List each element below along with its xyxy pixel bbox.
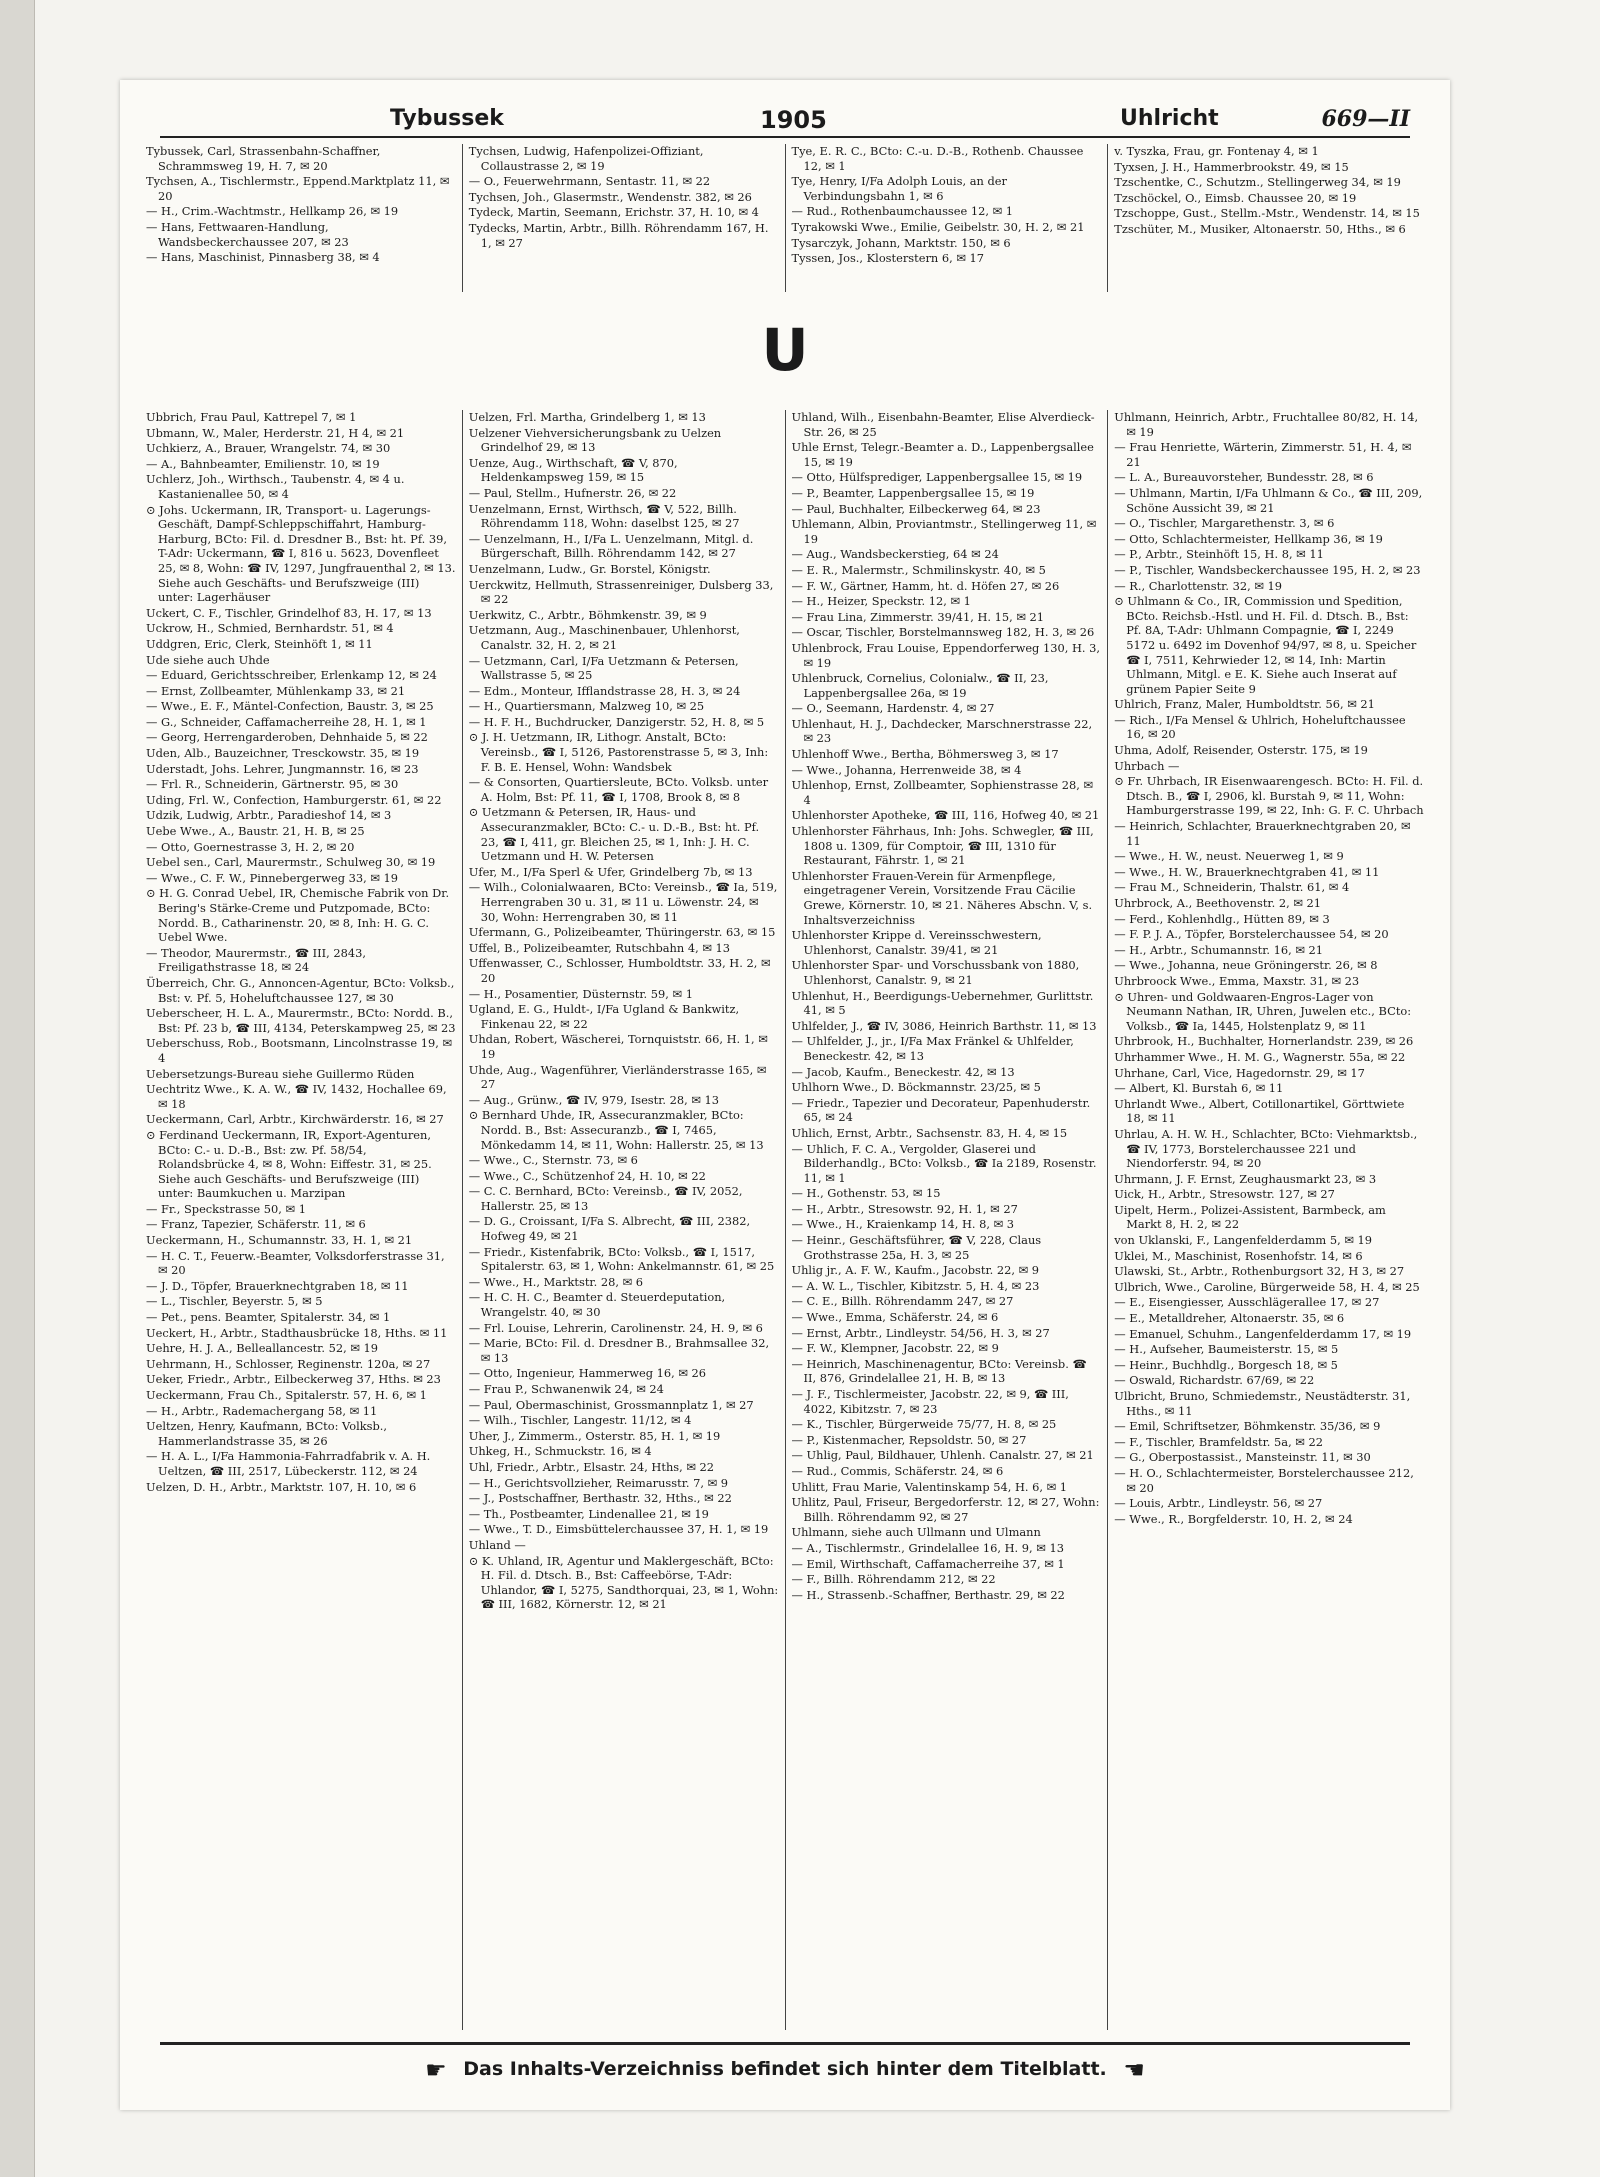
directory-entry: — C. C. Bernhard, BCto: Vereinsb., ☎ IV, 2052, Hallerstr. 25, ✉ 13 [468, 1184, 743, 1213]
directory-entry: — Ferd., Kohlenhdlg., Hütten 89, ✉ 3 [1114, 911, 1330, 926]
directory-entry: — L. A., Bureauvorsteher, Bundesstr. 28, ✉ 6 [1114, 470, 1374, 485]
directory-column [463, 144, 786, 292]
directory-entry: Uhlenbrock, Frau Louise, Eppendorferweg 130, H. 3, ✉ 19 [791, 640, 1100, 670]
directory-entry: — Otto, Hülfsprediger, Lappenbergsallee 15, ✉ 19 [791, 470, 1083, 485]
directory-entry: — Uetzmann, Carl, I/Fa Uetzmann & Petersen, Wallstrasse 5, ✉ 25 [468, 653, 739, 683]
running-head [160, 102, 1410, 138]
directory-entry: — Edm., Monteur, Ifflandstrasse 28, H. 3, ✉ 24 [468, 683, 741, 698]
directory-entry: Uden, Alb., Bauzeichner, Tresckowstr. 35, ✉ 19 [146, 746, 420, 761]
directory-entry: — Wwe., Johanna, Herrenweide 38, ✉ 4 [791, 762, 1022, 777]
directory-entry: — Aug., Grünw., ☎ IV, 979, Isestr. 28, ✉ 13 [468, 1092, 720, 1107]
directory-entry: Ubmann, W., Maler, Herderstr. 21, H 4, ✉ 21 [146, 425, 405, 440]
directory-entry: — Oswald, Richardstr. 67/69, ✉ 22 [1114, 1373, 1315, 1388]
directory-entry: — Wwe., E. F., Mäntel-Confection, Baustr. 3, ✉ 25 [146, 699, 434, 714]
directory-entry: — A., Tischlermstr., Grindelallee 16, H. 9, ✉ 13 [791, 1540, 1064, 1555]
directory-entry: Ufermann, G., Polizeibeamter, Thüringerstr. 63, ✉ 15 [468, 925, 776, 940]
directory-entry: ⊙ H. G. Conrad Uebel, IR, Chemische Fabrik von Dr. Bering's Stärke-Creme und Putzpomade, BCto: Nordd. B., Catharinenstr. 20, ✉ 8, Inh: H. G. C. Uebel Wwe. [146, 886, 450, 945]
directory-entry: — & Consorten, Quartiersleute, BCto. Volksb. unter A. Holm, Bst: Pf. 11, ☎ I, 1708, Brook 8, ✉ 8 [468, 775, 769, 804]
directory-column [1108, 144, 1430, 292]
directory-entry: Tzschoppe, Gust., Stellm.-Mstr., Wendenstr. 14, ✉ 15 [1114, 206, 1420, 221]
directory-entry: Uhlmann, siehe auch Ullmann und Ulmann [791, 1525, 1041, 1540]
directory-entry: — Wilh., Colonialwaaren, BCto: Vereinsb., ☎ Ia, 519, Herrengraben 30 u. 31, ✉ 11 u. Löwenstr. 24, ✉ 30, Wohn: Herrengraben 30, ✉ 11 [468, 880, 778, 924]
directory-entry: — Franz, Tapezier, Schäferstr. 11, ✉ 6 [146, 1217, 366, 1232]
directory-column [786, 144, 1109, 292]
directory-entry: — Uhlig, Paul, Bildhauer, Uhlenh. Canalstr. 27, ✉ 21 [791, 1448, 1094, 1463]
directory-entry: Tyssen, Jos., Klosterstern 6, ✉ 17 [791, 251, 985, 266]
directory-entry: — Wwe., H. W., Brauerknechtgraben 41, ✉ 11 [1114, 864, 1380, 879]
directory-entry: Ulbricht, Bruno, Schmiedemstr., Neustädterstr. 31, Hths., ✉ 11 [1114, 1389, 1411, 1418]
directory-entry: Ulawski, St., Arbtr., Rothenburgsort 32, H 3, ✉ 27 [1114, 1264, 1405, 1279]
directory-entry: Uhrlandt Wwe., Albert, Cotillonartikel, Görttwiete 18, ✉ 11 [1114, 1096, 1405, 1126]
directory-entry: — Wwe., T. D., Eimsbüttelerchaussee 37, H. 1, ✉ 19 [468, 1522, 769, 1537]
directory-entry: — E., Eisengiesser, Ausschlägerallee 17, ✉ 27 [1114, 1295, 1380, 1310]
directory-entry: Uebe Wwe., A., Baustr. 21, H. B, ✉ 25 [146, 824, 365, 839]
directory-entry: — Emil, Wirthschaft, Caffamacherreihe 37, ✉ 1 [791, 1556, 1065, 1571]
directory-entry: Uchkierz, A., Brauer, Wrangelstr. 74, ✉ 30 [146, 441, 391, 456]
pointing-hand-left-icon: ☚ [1123, 2056, 1145, 2084]
directory-entry: Ueltzen, Henry, Kaufmann, BCto: Volksb., Hammerlandstrasse 35, ✉ 26 [146, 1419, 388, 1448]
directory-entry: Tychsen, Ludwig, Hafenpolizei-Offiziant, Collaustrasse 2, ✉ 19 [468, 144, 704, 173]
directory-entry: von Uklanski, F., Langenfelderdamm 5, ✉ 19 [1114, 1233, 1372, 1248]
directory-entry: Tychsen, A., Tischlermstr., Eppend.Marktplatz 11, ✉ 20 [146, 174, 450, 203]
pointing-hand-right-icon: ☛ [425, 2056, 447, 2084]
directory-entry: Uddgren, Eric, Clerk, Steinhöft 1, ✉ 11 [146, 636, 373, 651]
directory-entry: Uhlenhut, H., Beerdigungs-Uebernehmer, Gurlittstr. 41, ✉ 5 [791, 988, 1094, 1018]
directory-entry: — Emanuel, Schuhm., Langenfelderdamm 17, ✉ 19 [1114, 1326, 1412, 1341]
directory-entry: Uebel sen., Carl, Maurermstr., Schulweg 30, ✉ 19 [146, 855, 436, 870]
directory-entry: — D. G., Croissant, I/Fa S. Albrecht, ☎ III, 2382, Hofweg 49, ✉ 21 [468, 1214, 751, 1244]
directory-entry: — Aug., Wandsbeckerstieg, 64 ✉ 24 [791, 547, 999, 562]
directory-entry: Uffenwasser, C., Schlosser, Humboldtstr. 33, H. 2, ✉ 20 [468, 956, 771, 985]
directory-entry: Uhrhammer Wwe., H. M. G., Wagnerstr. 55a, ✉ 22 [1114, 1049, 1406, 1064]
directory-entry: — F., Billh. Röhrendamm 212, ✉ 22 [791, 1572, 996, 1587]
directory-entry: Tychsen, Joh., Glasermstr., Wendenstr. 382, ✉ 26 [468, 189, 752, 204]
directory-entry: — H., Crim.-Wachtmstr., Hellkamp 26, ✉ 19 [146, 204, 399, 219]
directory-entry: — Heinrich, Maschinenagentur, BCto: Vereinsb. ☎ II, 876, Grindelallee 21, H. B, ✉ 13 [791, 1356, 1087, 1386]
directory-entry: Uelzen, D. H., Arbtr., Marktstr. 107, H. 10, ✉ 6 [146, 1479, 417, 1494]
directory-entry: Uenze, Aug., Wirthschaft, ☎ V, 870, Heldenkampsweg 159, ✉ 15 [468, 455, 678, 485]
directory-entry: — Frau Henriette, Wärterin, Zimmerstr. 51, H. 4, ✉ 21 [1114, 440, 1412, 469]
directory-entry: — H. F. H., Buchdrucker, Danzigerstr. 52, H. 8, ✉ 5 [468, 714, 765, 729]
main-columns [140, 410, 1430, 2030]
directory-entry: — Uhlmann, Martin, I/Fa Uhlmann & Co., ☎ III, 209, Schöne Aussicht 39, ✉ 21 [1114, 485, 1423, 515]
directory-entry: Tydecks, Martin, Arbtr., Billh. Röhrendamm 167, H. 1, ✉ 27 [468, 220, 769, 250]
directory-entry: Uding, Frl. W., Confection, Hamburgerstr. 61, ✉ 22 [146, 792, 442, 807]
directory-entry: Uerkwitz, C., Arbtr., Böhmkenstr. 39, ✉ 9 [468, 607, 707, 622]
directory-entry: Uehrmann, H., Schlosser, Reginenstr. 120a, ✉ 27 [146, 1356, 431, 1371]
directory-entry: Ueberscheer, H. L. A., Maurermstr., BCto: Nordd. B., Bst: Pf. 23 b, ☎ III, 4134, Peterskampweg 25, ✉ 23 [146, 1006, 456, 1035]
directory-entry: Uhrbroock Wwe., Emma, Maxstr. 31, ✉ 23 [1114, 973, 1360, 988]
directory-entry: ⊙ Uhren- und Goldwaaren-Engros-Lager von Neumann Nathan, IR, Uhren, Juwelen etc., BCto: Volksb., ☎ Ia, 1445, Holstenplatz 9, ✉ 11 [1114, 989, 1412, 1033]
running-head-first-entry: Tybussek [390, 106, 504, 131]
directory-entry: Uhlenbruck, Cornelius, Colonialw., ☎ II, 23, Lappenbergsallee 26a, ✉ 19 [791, 671, 1049, 700]
directory-entry: Ulbrich, Wwe., Caroline, Bürgerweide 58, H. 4, ✉ 25 [1114, 1279, 1420, 1294]
directory-entry: Uhma, Adolf, Reisender, Osterstr. 175, ✉ 19 [1114, 743, 1368, 758]
directory-entry: Ueckermann, H., Schumannstr. 33, H. 1, ✉ 21 [146, 1233, 413, 1248]
directory-entry: — Wwe., C., Sternstr. 73, ✉ 6 [468, 1153, 638, 1168]
directory-entry: — Frau M., Schneiderin, Thalstr. 61, ✉ 4 [1114, 880, 1350, 895]
directory-entry: — Uenzelmann, H., I/Fa L. Uenzelmann, Mitgl. d. Bürgerschaft, Billh. Röhrendamm 142, ✉ 27 [468, 531, 754, 561]
directory-entry: Ufer, M., I/Fa Sperl & Ufer, Grindelberg 7b, ✉ 13 [468, 864, 753, 879]
directory-entry: — F. W., Gärtner, Hamm, ht. d. Höfen 27, ✉ 26 [791, 578, 1060, 593]
directory-column [463, 410, 786, 2030]
directory-entry: — E., Metalldreher, Altonaerstr. 35, ✉ 6 [1114, 1311, 1345, 1326]
directory-entry: — Rich., I/Fa Mensel & Uhlrich, Hoheluftchaussee 16, ✉ 20 [1114, 712, 1406, 742]
directory-column [1108, 410, 1430, 2030]
directory-entry: — O., Tischler, Margarethenstr. 3, ✉ 6 [1114, 516, 1335, 531]
directory-entry: Uhlhorn Wwe., D. Böckmannstr. 23/25, ✉ 5 [791, 1080, 1041, 1095]
directory-entry: Uklei, M., Maschinist, Rosenhofstr. 14, ✉ 6 [1114, 1248, 1363, 1263]
directory-entry: — H., Arbtr., Stresowstr. 92, H. 1, ✉ 27 [791, 1201, 1018, 1216]
footer-note-text: Das Inhalts-Verzeichniss befindet sich hinter dem Titelblatt. [463, 2058, 1107, 2080]
directory-entry: — Hans, Fettwaaren-Handlung, Wandsbeckerchaussee 207, ✉ 23 [146, 219, 349, 249]
directory-entry: — Ernst, Arbtr., Lindleystr. 54/56, H. 3, ✉ 27 [791, 1325, 1050, 1340]
directory-entry: — F. P. J. A., Töpfer, Borstelerchaussee 54, ✉ 20 [1114, 927, 1389, 942]
directory-entry: — Ernst, Zollbeamter, Mühlenkamp 33, ✉ 21 [146, 683, 406, 698]
directory-entry: Ude siehe auch Uhde [146, 652, 270, 667]
directory-entry: Uelzen, Frl. Martha, Grindelberg 1, ✉ 13 [468, 410, 706, 424]
directory-page [120, 80, 1450, 2110]
page-number: 669—II [1321, 106, 1410, 132]
directory-entry: — Frau Lina, Zimmerstr. 39/41, H. 15, ✉ 21 [791, 609, 1045, 624]
directory-entry: ⊙ Fr. Uhrbach, IR Eisenwaarengesch. BCto: H. Fil. d. Dtsch. B., ☎ I, 2906, kl. Burstah 9, ✉ 11, Wohn: Hamburgerstrasse 199, ✉ 22, Inh: G. F. C. Uhrbach [1114, 774, 1424, 818]
directory-entry: — E. R., Malermstr., Schmilinskystr. 40, ✉ 5 [791, 562, 1046, 577]
directory-entry: — H., Gerichtsvollzieher, Reimarusstr. 7, ✉ 9 [468, 1475, 729, 1490]
directory-entry: — Wwe., H. W., neust. Neuerweg 1, ✉ 9 [1114, 849, 1344, 864]
directory-entry: Tyxsen, J. H., Hammerbrookstr. 49, ✉ 15 [1114, 159, 1349, 174]
directory-entry: Uhlmann, Heinrich, Arbtr., Fruchtallee 80/82, H. 14, ✉ 19 [1114, 410, 1419, 439]
directory-entry: — H. O., Schlachtermeister, Borstelerchaussee 212, ✉ 20 [1114, 1465, 1414, 1495]
directory-entry: Tzschöckel, O., Eimsb. Chaussee 20, ✉ 19 [1114, 190, 1357, 205]
directory-entry: ⊙ Uetzmann & Petersen, IR, Haus- und Assecuranzmakler, BCto: C.- u. D.-B., Bst: ht. Pf. 23, ☎ I, 411, gr. Bleichen 25, ✉ 1, Inh: J. H. C. Uetzmann und H. W. Petersen [468, 805, 760, 864]
directory-entry: — P., Beamter, Lappenbergsallee 15, ✉ 19 [791, 485, 1035, 500]
directory-entry: — Paul, Stellm., Hufnerstr. 26, ✉ 22 [468, 485, 677, 500]
directory-entry: — H., Arbtr., Rademachergang 58, ✉ 11 [146, 1403, 378, 1418]
directory-entry: — H., Quartiersmann, Malzweg 10, ✉ 25 [468, 699, 705, 714]
directory-entry: Ubbrich, Frau Paul, Kattrepel 7, ✉ 1 [146, 410, 357, 424]
directory-entry: Uhl, Friedr., Arbtr., Elsastr. 24, Hths, ✉ 22 [468, 1459, 715, 1474]
directory-entry: — Wwe., Johanna, neue Gröningerstr. 26, ✉ 8 [1114, 958, 1378, 973]
directory-entry: — Hans, Maschinist, Pinnasberg 38, ✉ 4 [146, 250, 380, 265]
directory-entry: Uerckwitz, Hellmuth, Strassenreiniger, Dulsberg 33, ✉ 22 [468, 577, 774, 607]
directory-entry: Uckert, C. F., Tischler, Grindelhof 83, H. 17, ✉ 13 [146, 605, 432, 620]
directory-entry: Uechtritz Wwe., K. A. W., ☎ IV, 1432, Hochallee 69, ✉ 18 [146, 1082, 447, 1111]
directory-entry: Ueckermann, Carl, Arbtr., Kirchwärderstr. 16, ✉ 27 [146, 1112, 444, 1127]
directory-entry: — Paul, Buchhalter, Eilbeckerweg 64, ✉ 23 [791, 501, 1041, 516]
directory-entry: — P., Kistenmacher, Repsoldstr. 50, ✉ 27 [791, 1432, 1027, 1447]
directory-entry: — J. D., Töpfer, Brauerknechtgraben 18, ✉ 11 [146, 1278, 409, 1293]
directory-entry: — L., Tischler, Beyerstr. 5, ✉ 5 [146, 1294, 323, 1309]
directory-entry: — Jacob, Kaufm., Beneckestr. 42, ✉ 13 [791, 1064, 1015, 1079]
directory-entry: — Rud., Rothenbaumchaussee 12, ✉ 1 [791, 204, 1014, 219]
directory-entry: Uhde, Aug., Wagenführer, Vierländerstrasse 165, ✉ 27 [468, 1062, 767, 1092]
directory-entry: — J., Postschaffner, Berthastr. 32, Hths., ✉ 22 [468, 1491, 732, 1506]
directory-entry: Uetzmann, Aug., Maschinenbauer, Uhlenhorst, Canalstr. 32, H. 2, ✉ 21 [468, 623, 740, 652]
directory-entry: — Uhlfelder, J., jr., I/Fa Max Fränkel & Uhlfelder, Beneckestr. 42, ✉ 13 [791, 1034, 1074, 1063]
directory-entry: — A. W. L., Tischler, Kibitzstr. 5, H. 4, ✉ 23 [791, 1278, 1040, 1293]
running-head-last-entry: Uhlricht [1120, 106, 1219, 131]
directory-entry: Uhlitt, Frau Marie, Valentinskamp 54, H. 6, ✉ 1 [791, 1479, 1068, 1494]
directory-entry: Uhrlau, A. H. W. H., Schlachter, BCto: Viehmarktsb., ☎ IV, 1773, Borstelerchaussee 221 und Niendorferstr. 94, ✉ 20 [1114, 1126, 1418, 1171]
directory-entry: Udzik, Ludwig, Arbtr., Paradieshof 14, ✉ 3 [146, 808, 392, 823]
directory-entry: Uhle Ernst, Telegr.-Beamter a. D., Lappenbergsallee 15, ✉ 19 [791, 440, 1094, 469]
directory-entry: — Oscar, Tischler, Borstelmannsweg 182, H. 3, ✉ 26 [791, 625, 1095, 640]
directory-entry: — Frau P., Schwanenwik 24, ✉ 24 [468, 1382, 664, 1396]
directory-entry: Tzschentke, C., Schutzm., Stellingerweg 34, ✉ 19 [1114, 175, 1401, 190]
directory-entry: Überreich, Chr. G., Annoncen-Agentur, BCto: Volksb., Bst: v. Pf. 5, Hoheluftchaussee 127, ✉ 30 [146, 975, 455, 1005]
directory-entry: Uick, H., Arbtr., Stresowstr. 127, ✉ 27 [1114, 1187, 1335, 1202]
footer-note [120, 2056, 1450, 2084]
directory-entry: — Wwe., H., Kraienkamp 14, H. 8, ✉ 3 [791, 1217, 1015, 1232]
directory-entry: Uhlenhorster Fährhaus, Inh: Johs. Schwegler, ☎ III, 1808 u. 1309, für Comptoir, ☎ III, 1310 für Restaurant, Fährstr. 1, ✉ 21 [791, 824, 1094, 868]
directory-entry: — Uhlich, F. C. A., Vergolder, Glaserei und Bilderhandlg., BCto: Volksb., ☎ Ia 2189, Rosenstr. 11, ✉ 1 [791, 1141, 1097, 1185]
directory-entry: — C. E., Billh. Röhrendamm 247, ✉ 27 [791, 1294, 1014, 1309]
directory-entry: — H., Arbtr., Schumannstr. 16, ✉ 21 [1114, 942, 1324, 957]
directory-entry: — Friedr., Kistenfabrik, BCto: Volksb., ☎ I, 1517, Spitalerstr. 63, ✉ 1, Wohn: Ankelmannstr. 61, ✉ 25 [468, 1244, 775, 1274]
directory-entry: ⊙ K. Uhland, IR, Agentur und Maklergeschäft, BCto: H. Fil. d. Dtsch. B., Bst: Caffeebörse, T-Adr: Uhlandor, ☎ I, 5275, Sandthorquai, 23, ✉ 1, Wohn: ☎ III, 1682, Körnerstr. 12, ✉ 21 [468, 1553, 779, 1612]
directory-entry: — Rud., Commis, Schäferstr. 24, ✉ 6 [791, 1463, 1004, 1478]
directory-entry: — H., Strassenb.-Schaffner, Berthastr. 29, ✉ 22 [791, 1587, 1065, 1602]
directory-entry: Tye, Henry, I/Fa Adolph Louis, an der Verbindungsbahn 1, ✉ 6 [791, 174, 1007, 203]
directory-entry: — J. F., Tischlermeister, Jacobstr. 22, ✉ 9, ☎ III, 4022, Kibitzstr. 7, ✉ 23 [791, 1387, 1069, 1416]
directory-entry: — Friedr., Tapezier und Decorateur, Papenhuderstr. 65, ✉ 24 [791, 1095, 1091, 1125]
directory-entry: Uderstadt, Johs. Lehrer, Jungmannstr. 16, ✉ 23 [146, 761, 419, 776]
directory-entry: Uhlenhorster Spar- und Vorschussbank von 1880, Uhlenhorst, Canalstr. 9, ✉ 21 [791, 958, 1080, 987]
directory-entry: Uenzelmann, Ernst, Wirthsch, ☎ V, 522, Billh. Röhrendamm 118, Wohn: daselbst 125, ✉ 27 [468, 501, 740, 531]
directory-entry: Uhlrich, Franz, Maler, Humboldtstr. 56, ✉ 21 [1114, 697, 1375, 712]
directory-entry: — P., Arbtr., Steinhöft 15, H. 8, ✉ 11 [1114, 547, 1324, 562]
directory-entry: — Marie, BCto: Fil. d. Dresdner B., Brahmsallee 32, ✉ 13 [468, 1336, 770, 1365]
running-head-year: 1905 [760, 106, 827, 134]
directory-entry: Uhlenhorster Apotheke, ☎ III, 116, Hofweg 40, ✉ 21 [791, 808, 1100, 823]
directory-entry: — Emil, Schriftsetzer, Böhmkenstr. 35/36, ✉ 9 [1114, 1419, 1381, 1434]
directory-entry: Uhrbrock, A., Beethovenstr. 2, ✉ 21 [1114, 896, 1321, 910]
directory-column [140, 144, 463, 292]
directory-entry: — H., Gothenstr. 53, ✉ 15 [791, 1186, 941, 1201]
directory-entry: — Louis, Arbtr., Lindleystr. 56, ✉ 27 [1114, 1496, 1323, 1511]
section-letter: U [761, 316, 809, 384]
directory-entry: ⊙ Bernhard Uhde, IR, Assecuranzmakler, BCto: Nordd. B., Bst: Assecuranzb., ☎ I, 7465, Mönkedamm 14, ✉ 11, Wohn: Hallerstr. 25, ✉ 13 [468, 1108, 764, 1152]
directory-entry: Uhrbrook, H., Buchhalter, Hornerlandstr. 239, ✉ 26 [1114, 1034, 1414, 1049]
directory-entry: — H., Heizer, Speckstr. 12, ✉ 1 [791, 594, 971, 609]
directory-entry: Uhrbach — [1114, 758, 1180, 773]
directory-entry: Uebersetzungs-Bureau siehe Guillermo Rüden [146, 1066, 415, 1081]
top-columns [140, 144, 1430, 292]
directory-entry: — Th., Postbeamter, Lindenallee 21, ✉ 19 [468, 1506, 709, 1521]
directory-entry: — Frl. R., Schneiderin, Gärtnerstr. 95, ✉ 30 [146, 777, 399, 792]
directory-entry: Uhlenhaut, H. J., Dachdecker, Marschnerstrasse 22, ✉ 23 [791, 716, 1093, 746]
directory-entry: Uhrmann, J. F. Ernst, Zeughausmarkt 23, ✉ 3 [1114, 1171, 1377, 1186]
directory-entry: Uipelt, Herm., Polizei-Assistent, Barmbeck, am Markt 8, H. 2, ✉ 22 [1114, 1202, 1386, 1232]
directory-entry: — Wwe., C., Schützenhof 24, H. 10, ✉ 22 [468, 1168, 706, 1183]
directory-entry: — Albert, Kl. Burstah 6, ✉ 11 [1114, 1081, 1284, 1096]
directory-entry: — Wwe., H., Marktstr. 28, ✉ 6 [468, 1274, 644, 1289]
directory-entry: Uhlfelder, J., ☎ IV, 3086, Heinrich Barthstr. 11, ✉ 13 [791, 1018, 1097, 1033]
directory-entry: — R., Charlottenstr. 32, ✉ 19 [1114, 578, 1282, 593]
directory-entry: — G., Oberpostassist., Mansteinstr. 11, ✉ 30 [1114, 1450, 1371, 1465]
directory-entry: Uhkeg, H., Schmuckstr. 16, ✉ 4 [468, 1444, 652, 1459]
directory-entry: Uhlig jr., A. F. W., Kaufm., Jacobstr. 22, ✉ 9 [791, 1263, 1040, 1278]
directory-entry: — Otto, Ingenieur, Hammerweg 16, ✉ 26 [468, 1366, 707, 1381]
directory-entry: Tyrakowski Wwe., Emilie, Geibelstr. 30, H. 2, ✉ 21 [791, 219, 1085, 234]
directory-entry: — F., Tischler, Bramfeldstr. 5a, ✉ 22 [1114, 1434, 1323, 1449]
directory-column [140, 410, 463, 2030]
directory-entry: Ueberschuss, Rob., Bootsmann, Lincolnstrasse 19, ✉ 4 [146, 1036, 453, 1065]
scan-edge [0, 0, 35, 2177]
directory-column [786, 410, 1109, 2030]
directory-entry: Tye, E. R. C., BCto: C.-u. D.-B., Rothenb. Chaussee 12, ✉ 1 [791, 144, 1084, 173]
directory-entry: — Fr., Speckstrasse 50, ✉ 1 [146, 1201, 306, 1216]
directory-entry: Uhdan, Robert, Wäscherei, Tornquiststr. 66, H. 1, ✉ 19 [468, 1032, 768, 1061]
directory-entry: — Eduard, Gerichtsschreiber, Erlenkamp 12, ✉ 24 [146, 668, 437, 683]
directory-entry: ⊙ Ferdinand Ueckermann, IR, Export-Agenturen, BCto: C.- u. D.-B., Bst: zw. Pf. 58/54, Rolandsbrücke 4, ✉ 8, Wohn: Eiffestr. 31, ✉ 25. Siehe auch Geschäfts- und Berufszweige (III) unter: Baumkuchen u. Marzipan [146, 1127, 432, 1201]
directory-entry: Uhland — [468, 1537, 526, 1552]
directory-entry: — Paul, Obermaschinist, Grossmannplatz 1, ✉ 27 [468, 1397, 754, 1412]
directory-entry: — Frl. Louise, Lehrerin, Carolinenstr. 24, H. 9, ✉ 6 [468, 1320, 763, 1335]
directory-entry: — P., Tischler, Wandsbeckerchaussee 195, H. 2, ✉ 23 [1114, 562, 1421, 577]
directory-entry: — O., Feuerwehrmann, Sentastr. 11, ✉ 22 [468, 174, 711, 189]
directory-entry: — Heinr., Buchhdlg., Borgesch 18, ✉ 5 [1114, 1357, 1338, 1372]
directory-entry: — G., Schneider, Caffamacherreihe 28, H. 1, ✉ 1 [146, 714, 427, 729]
directory-entry: Uehre, H. J. A., Belleallancestr. 52, ✉ 19 [146, 1341, 379, 1356]
directory-entry: Uher, J., Zimmerm., Osterstr. 85, H. 1, ✉ 19 [468, 1428, 721, 1443]
directory-entry: v. Tyszka, Frau, gr. Fontenay 4, ✉ 1 [1114, 144, 1319, 158]
directory-entry: — Pet., pens. Beamter, Spitalerstr. 34, ✉ 1 [146, 1310, 391, 1325]
directory-entry: — Heinrich, Schlachter, Brauerknechtgraben 20, ✉ 11 [1114, 819, 1411, 848]
directory-entry: — Wwe., Emma, Schäferstr. 24, ✉ 6 [791, 1310, 999, 1325]
directory-entry: Uckrow, H., Schmied, Bernhardstr. 51, ✉ 4 [146, 621, 394, 636]
directory-entry: Uhlenhorster Frauen-Verein für Armenpflege, eingetragener Verein, Vorsitzende Frau Cäcilie Grewe, Körnerstr. 10, ✉ 21. Näheres Abschn. V, s. Inhaltsverzeichniss [791, 868, 1093, 927]
directory-entry: — Otto, Goernestrasse 3, H. 2, ✉ 20 [146, 839, 355, 854]
directory-entry: — A., Bahnbeamter, Emilienstr. 10, ✉ 19 [146, 456, 380, 471]
directory-entry: — O., Seemann, Hardenstr. 4, ✉ 27 [791, 701, 995, 716]
directory-entry: ⊙ J. H. Uetzmann, IR, Lithogr. Anstalt, BCto: Vereinsb., ☎ I, 5126, Pastorenstrasse 5, ✉ 3, Inh: F. B. E. Hensel, Wohn: Wandsbek [468, 730, 769, 774]
directory-entry: — Wilh., Tischler, Langestr. 11/12, ✉ 4 [468, 1413, 692, 1428]
directory-entry: ⊙ Uhlmann & Co., IR, Commission und Spedition, BCto. Reichsb.-Hstl. und H. Fil. d. Dtsch. B., Bst: Pf. 8A, T-Adr: Uhlmann Compagnie, ☎ I, 2249 5172 u. 6492 im Dovenhof 94/97, ✉ 8, u. Speicher ☎ I, 7511, Kehrwieder 12, ✉ 14, Inh: Martin Uhlmann, Mitgl. e E. K. Siehe auch Inserat auf grünem Papier Seite 9 [1114, 594, 1417, 696]
directory-entry: Uelzener Viehversicherungsbank zu Uelzen Grindelhof 29, ✉ 13 [468, 425, 722, 455]
directory-entry: Uhlenhorster Krippe d. Vereinsschwestern, Uhlenhorst, Canalstr. 39/41, ✉ 21 [791, 928, 1042, 957]
directory-entry: Uhlenhop, Ernst, Zollbeamter, Sophienstrasse 28, ✉ 4 [791, 778, 1094, 807]
directory-entry: — K., Tischler, Bürgerweide 75/77, H. 8, ✉ 25 [791, 1417, 1057, 1432]
directory-entry: Tysarczyk, Johann, Marktstr. 150, ✉ 6 [791, 235, 1011, 250]
directory-entry: Uhlich, Ernst, Arbtr., Sachsenstr. 83, H. 4, ✉ 15 [791, 1125, 1068, 1140]
directory-entry: — Wwe., R., Borgfelderstr. 10, H. 2, ✉ 24 [1114, 1511, 1353, 1526]
directory-entry: Tybussek, Carl, Strassenbahn-Schaffner, Schrammsweg 19, H. 7, ✉ 20 [146, 144, 381, 173]
directory-entry: — H. C. T., Feuerw.-Beamter, Volksdorferstrasse 31, ✉ 20 [146, 1248, 445, 1278]
footer-rule [160, 2042, 1410, 2045]
directory-entry: ⊙ Johs. Uckermann, IR, Transport- u. Lagerungs-Geschäft, Dampf-Schleppschiffahrt, Hamburg-Harburg, BCto: Fil. d. Dresdner B., Bst: ht. Pf. 39, T-Adr: Uckermann, ☎ I, 816 u. 5623, Dovenfleet 25, ✉ 8, Wohn: ☎ IV, 1297, Jungfrauenthal 2, ✉ 13. Siehe auch Geschäfts- und Berufszweige (III) unter: Lagerhäuser [146, 502, 456, 605]
directory-entry: — H., Aufseher, Baumeisterstr. 15, ✉ 5 [1114, 1342, 1339, 1357]
directory-entry: Uhland, Wilh., Eisenbahn-Beamter, Elise Alverdieck-Str. 26, ✉ 25 [791, 410, 1095, 439]
directory-entry: — Georg, Herrengarderoben, Dehnhaide 5, ✉ 22 [146, 730, 428, 745]
directory-entry: Uchlerz, Joh., Wirthsch., Taubenstr. 4, ✉ 4 u. Kastanienallee 50, ✉ 4 [146, 472, 405, 501]
directory-entry: Uenzelmann, Ludw., Gr. Borstel, Königstr. [468, 561, 711, 576]
directory-entry: — Otto, Schlachtermeister, Hellkamp 36, ✉ 19 [1114, 531, 1383, 546]
directory-entry: — F. W., Klempner, Jacobstr. 22, ✉ 9 [791, 1341, 999, 1356]
directory-entry: Tydeck, Martin, Seemann, Erichstr. 37, H. 10, ✉ 4 [468, 205, 759, 220]
directory-entry: Uffel, B., Polizeibeamter, Rutschbahn 4, ✉ 13 [468, 940, 730, 955]
directory-entry: — H. C. H. C., Beamter d. Steuerdeputation, Wrangelstr. 40, ✉ 30 [468, 1290, 726, 1320]
directory-entry: Uhlemann, Albin, Proviantmstr., Stellingerweg 11, ✉ 19 [791, 517, 1097, 546]
directory-entry: Uhlitz, Paul, Friseur, Bergedorferstr. 12, ✉ 27, Wohn: Billh. Röhrendamm 92, ✉ 27 [791, 1495, 1100, 1524]
directory-entry: — H. A. L., I/Fa Hammonia-Fahrradfabrik v. A. H. Ueltzen, ☎ III, 2517, Lübeckerstr. 112, ✉ 24 [146, 1449, 431, 1478]
directory-entry: Ugland, E. G., Huldt-, I/Fa Ugland & Bankwitz, Finkenau 22, ✉ 22 [468, 1002, 740, 1031]
directory-entry: Tzschüter, M., Musiker, Altonaerstr. 50, Hths., ✉ 6 [1114, 221, 1406, 236]
directory-entry: Ueckert, H., Arbtr., Stadthausbrücke 18, Hths. ✉ 11 [146, 1325, 448, 1340]
directory-entry: — Heinr., Geschäftsführer, ☎ V, 228, Claus Grothstrasse 25a, H. 3, ✉ 25 [791, 1233, 1042, 1262]
directory-entry: Uhlenhoff Wwe., Bertha, Böhmersweg 3, ✉ 17 [791, 747, 1059, 762]
directory-entry: Ueker, Friedr., Arbtr., Eilbeckerweg 37, Hths. ✉ 23 [146, 1372, 441, 1387]
directory-entry: Ueckermann, Frau Ch., Spitalerstr. 57, H. 6, ✉ 1 [146, 1388, 427, 1402]
directory-entry: — Wwe., C. F. W., Pinnebergerweg 33, ✉ 19 [146, 870, 399, 885]
directory-entry: Uhrhane, Carl, Vice, Hagedornstr. 29, ✉ 17 [1114, 1065, 1365, 1080]
directory-entry: — H., Posamentier, Düsternstr. 59, ✉ 1 [468, 986, 693, 1001]
directory-entry: — Theodor, Maurermstr., ☎ III, 2843, Freiligathstrasse 18, ✉ 24 [146, 945, 366, 975]
